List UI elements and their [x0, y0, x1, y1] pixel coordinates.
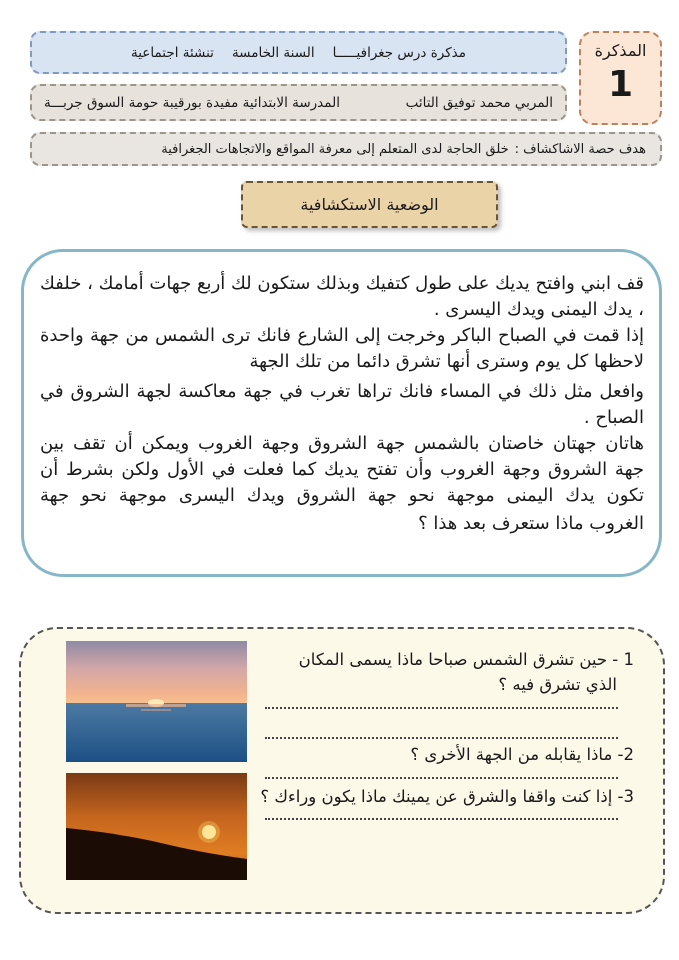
memo-number: 1 [607, 64, 634, 105]
session-goal-row [30, 132, 662, 166]
story-line: الصباح . [583, 407, 644, 428]
story-line: هاتان جهتان خاصتان بالشمس جهة الشروق وجهة الغروب ويمكن أن تقف بين [40, 433, 644, 454]
question-1-line-2: الذي تشرق فيه ؟ [498, 675, 617, 694]
answer-line [265, 737, 618, 739]
memo-label: المذكرة [594, 41, 647, 60]
story-line: جهة الشروق وجهة الغروب وأن تفتح يديك كما فعلت في الأول ولكن بشرط أن [40, 459, 644, 480]
subject-title: مذكرة درس جغرافيـــــا [332, 44, 466, 61]
field-label: تنشئة اجتماعية [131, 44, 214, 61]
story-line: ، يدك اليمنى ويدك اليسرى . [433, 299, 644, 320]
level-label: السنة الخامسة [231, 44, 315, 61]
teacher-name: المربي محمد توفيق التائب [405, 94, 553, 111]
answer-line [265, 777, 618, 779]
answer-line [265, 818, 618, 820]
question-2: 2- ماذا يقابله من الجهة الأخرى ؟ [410, 745, 634, 764]
story-line: إذا قمت في الصباح الباكر وخرجت إلى الشارع فانك ترى الشمس من جهة واحدة [40, 325, 644, 346]
sunrise-sea-photo [66, 641, 247, 762]
situation-title: الوضعية الاستكشافية [241, 181, 498, 228]
header-teacher-row [30, 84, 567, 121]
question-3: 3- إذا كنت واقفا والشرق عن يمينك ماذا يكون وراءك ؟ [260, 787, 634, 806]
goal-text: خلق الحاجة لدى المتعلم إلى معرفة المواقع والاتجاهات الجغرافية [161, 141, 509, 157]
goal-label: هدف حصة الاشاكشاف : [514, 141, 646, 157]
story-line: تكون يدك اليمنى موجهة نحو جهة الشروق ويدك اليسرى موجهة نحو جهة [40, 485, 644, 506]
question-1-line-1: 1 - حين تشرق الشمس صباحا ماذا يسمى المكان [298, 650, 634, 669]
school-name: المدرسة الابتدائية مفيدة بورقيبة حومة السوق جربـــة [44, 94, 340, 111]
story-line: الغروب ماذا ستعرف بعد هذا ؟ [418, 513, 644, 534]
header-subject-row [30, 31, 567, 74]
answer-line [265, 707, 618, 709]
story-line: وافعل مثل ذلك في المساء فانك تراها تغرب في جهة معاكسة لجهة الشروق في [40, 381, 644, 402]
story-line: لاحظها كل يوم وسترى أنها تشرق دائما من تلك الجهة [249, 351, 644, 372]
story-line: قف ابني وافتح يديك على طول كتفيك وبذلك ستكون لك أربع جهات أمامك ، خلفك [40, 273, 644, 294]
sunset-photo [66, 773, 247, 880]
memo-badge [579, 31, 662, 125]
